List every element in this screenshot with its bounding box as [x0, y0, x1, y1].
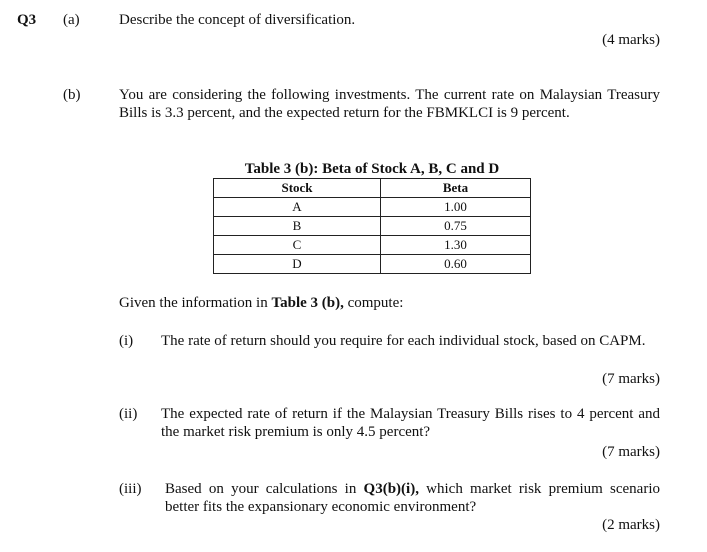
sub-i-text-content: The rate of return should you require for each individual stock, based on CAPM. [161, 333, 646, 349]
given-line [119, 294, 403, 312]
beta-cell: 1.00 [381, 198, 531, 217]
stock-cell: C [214, 236, 381, 255]
given-table-ref: Table 3 (b), [271, 295, 344, 311]
part-b-intro: You are considering the following investments. The current rate on Malaysian Treasury Bills is 3.3 percent, and the expected return for the FBMKLCI is 9 percent. [119, 87, 660, 121]
stock-cell: B [214, 217, 381, 236]
beta-cell: 0.60 [381, 255, 531, 274]
sub-iii-ref: Q3(b)(i), [363, 481, 419, 497]
sub-iii-marks: (2 marks) [602, 517, 660, 533]
sub-i-label: (i) [119, 333, 134, 349]
sub-ii-text [161, 405, 660, 441]
table-row [214, 217, 531, 236]
stock-cell: D [214, 255, 381, 274]
sub-ii-marks: (7 marks) [602, 444, 660, 460]
given-prefix: Given the information in [119, 295, 272, 311]
stock-cell: A [214, 198, 381, 217]
given-suffix: compute: [343, 295, 404, 311]
part-a-marks: (4 marks) [602, 32, 660, 48]
table-header-row [214, 179, 531, 198]
beta-cell: 0.75 [381, 217, 531, 236]
table-caption: Table 3 (b): Beta of Stock A, B, C and D [244, 161, 500, 177]
beta-cell: 1.30 [381, 236, 531, 255]
part-a-text: Describe the concept of diversification. [119, 12, 356, 28]
header-beta: Beta [381, 179, 531, 198]
part-b-label: (b) [63, 87, 81, 103]
sub-ii-label: (ii) [119, 406, 138, 422]
table-row [214, 255, 531, 274]
sub-iii-suffix: which market risk premium scenario better fits the expansionary economic environment? [165, 481, 660, 515]
question-number: Q3 [17, 12, 37, 28]
part-a-label: (a) [63, 12, 80, 28]
sub-ii-text-content: The expected rate of return if the Malaysian Treasury Bills rises to 4 percent and the market risk premium is only 4.5 percent? [161, 406, 660, 440]
header-stock: Stock [214, 179, 381, 198]
sub-i-marks: (7 marks) [602, 371, 660, 387]
table-row [214, 236, 531, 255]
beta-table [213, 178, 531, 274]
sub-i-text [161, 332, 660, 350]
table-row [214, 198, 531, 217]
sub-iii-prefix: Based on your calculations in [165, 481, 364, 497]
sub-iii-text [165, 480, 660, 516]
sub-iii-label: (iii) [119, 481, 142, 497]
